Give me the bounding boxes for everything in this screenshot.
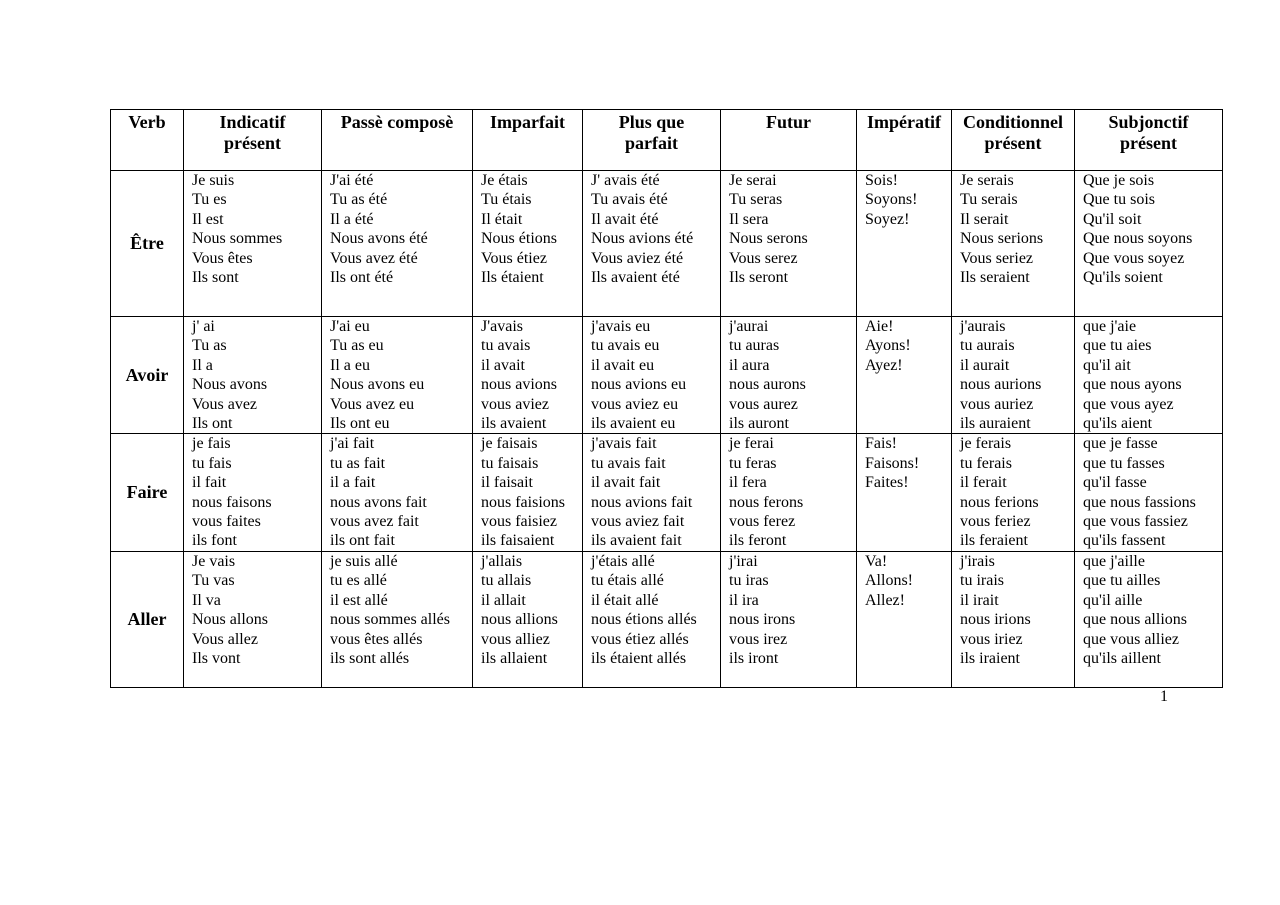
conjugation-cell bbox=[322, 434, 473, 551]
conjugation-form: J'ai été bbox=[330, 172, 374, 189]
conjugation-form: Tu as été bbox=[330, 191, 388, 209]
conjugation-form: que vous ayez bbox=[1083, 395, 1174, 413]
conjugation-form: ils feront bbox=[729, 532, 787, 550]
conjugation-form: Nous serons bbox=[729, 230, 808, 248]
conjugation-form: ils ont fait bbox=[330, 532, 395, 550]
conjugation-cell bbox=[583, 317, 721, 434]
conjugation-form: vous étiez allés bbox=[591, 630, 689, 648]
conjugation-cell bbox=[721, 551, 857, 687]
conjugation-form: il irait bbox=[960, 591, 999, 609]
conjugation-form: vous aviez fait bbox=[591, 513, 685, 531]
conjugation-form: Nous allons bbox=[192, 611, 268, 629]
conjugation-form: J' avais été bbox=[591, 172, 660, 189]
conjugation-form: qu'il ait bbox=[1083, 356, 1131, 374]
conjugation-form: Tu es bbox=[192, 191, 227, 209]
header-text: Futur bbox=[766, 112, 811, 132]
conjugation-form: que j'aie bbox=[1083, 318, 1137, 335]
conjugation-form: il fera bbox=[729, 474, 767, 492]
conjugation-form: Vous allez bbox=[192, 630, 258, 648]
conjugation-form: j'étais allé bbox=[591, 552, 655, 570]
conjugation-form: Vous avez eu bbox=[330, 395, 415, 413]
conjugation-form: vous êtes allés bbox=[330, 630, 423, 648]
conjugation-form: je faisais bbox=[481, 435, 538, 453]
conjugation-form: il faisait bbox=[481, 474, 533, 492]
conjugation-form: Que je sois bbox=[1083, 172, 1155, 189]
header-text: Impératif bbox=[867, 112, 941, 132]
table-row bbox=[111, 434, 1223, 551]
conjugation-cell bbox=[184, 434, 322, 551]
header-text: présent bbox=[984, 133, 1042, 153]
conjugation-form: nous avions eu bbox=[591, 376, 687, 394]
conjugation-form: Ayez! bbox=[865, 356, 903, 374]
conjugation-form: Soyez! bbox=[865, 210, 910, 228]
conjugation-form: tu iras bbox=[729, 572, 769, 590]
conjugation-form: ils iraient bbox=[960, 649, 1020, 667]
conjugation-cell bbox=[583, 171, 721, 317]
conjugation-form: Vous êtes bbox=[192, 249, 253, 267]
conjugation-cell bbox=[473, 171, 583, 317]
conjugation-form: ils auraient bbox=[960, 415, 1031, 433]
conjugation-cell bbox=[583, 551, 721, 687]
conjugation-form: il a fait bbox=[330, 474, 376, 492]
verb-name: Aller bbox=[111, 551, 184, 687]
conjugation-cell bbox=[322, 171, 473, 317]
conjugation-form: Sois! bbox=[865, 172, 898, 189]
conjugation-form: ils font bbox=[192, 532, 237, 550]
conjugation-cell bbox=[1075, 317, 1223, 434]
conjugation-form: ils avaient eu bbox=[591, 415, 676, 433]
conjugation-form: j'aurais bbox=[960, 318, 1006, 335]
conjugation-form: Que nous soyons bbox=[1083, 230, 1193, 248]
conjugation-form: j'avais fait bbox=[591, 435, 657, 453]
conjugation-form: Soyons! bbox=[865, 191, 918, 209]
conjugation-form: J'ai eu bbox=[330, 318, 370, 335]
conjugation-form: Il avait été bbox=[591, 210, 659, 228]
conjugation-form: tu aurais bbox=[960, 337, 1015, 355]
conjugation-cell bbox=[473, 434, 583, 551]
conjugation-form: nous avons fait bbox=[330, 493, 427, 511]
header-conditionnel-present bbox=[952, 110, 1075, 171]
conjugation-form: j'aurai bbox=[729, 318, 769, 335]
conjugation-form: j' ai bbox=[192, 318, 215, 335]
conjugation-form: nous faisons bbox=[192, 493, 272, 511]
conjugation-form: Vous seriez bbox=[960, 249, 1034, 267]
verb-name: Être bbox=[111, 171, 184, 317]
conjugation-form: qu'ils aient bbox=[1083, 415, 1153, 433]
header-verb bbox=[111, 110, 184, 171]
conjugation-form: nous allions bbox=[481, 611, 558, 629]
conjugation-form: Aie! bbox=[865, 318, 894, 335]
conjugation-cell bbox=[473, 551, 583, 687]
conjugation-form: tu étais allé bbox=[591, 572, 664, 590]
conjugation-form: il aurait bbox=[960, 356, 1010, 374]
conjugation-form: nous irions bbox=[960, 611, 1031, 629]
conjugation-form: qu'il fasse bbox=[1083, 474, 1147, 492]
conjugation-form: Il était bbox=[481, 210, 523, 228]
conjugation-form: vous faisiez bbox=[481, 513, 557, 531]
conjugation-form: ils feraient bbox=[960, 532, 1028, 550]
conjugation-form: ils auront bbox=[729, 415, 789, 433]
conjugation-form: Nous sommes bbox=[192, 230, 283, 248]
conjugation-cell bbox=[184, 317, 322, 434]
conjugation-form: tu irais bbox=[960, 572, 1004, 590]
conjugation-cell bbox=[184, 171, 322, 317]
conjugation-form: Il sera bbox=[729, 210, 769, 228]
conjugation-form: vous irez bbox=[729, 630, 788, 648]
conjugation-form: tu ferais bbox=[960, 454, 1012, 472]
header-imparfait bbox=[473, 110, 583, 171]
header-text: Subjonctif bbox=[1108, 112, 1189, 132]
conjugation-cell bbox=[857, 434, 952, 551]
conjugation-form: que nous allions bbox=[1083, 611, 1187, 629]
header-passe-compose bbox=[322, 110, 473, 171]
conjugation-form: Tu avais été bbox=[591, 191, 668, 209]
conjugation-form: Ils avaient été bbox=[591, 269, 680, 287]
conjugation-form: Tu as bbox=[192, 337, 227, 355]
conjugation-form: ils avaient bbox=[481, 415, 547, 433]
conjugation-form: Je vais bbox=[192, 552, 236, 570]
conjugation-form: nous faisions bbox=[481, 493, 565, 511]
conjugation-form: Ils seront bbox=[729, 269, 789, 287]
conjugation-form: Allons! bbox=[865, 572, 913, 590]
conjugation-form: il aura bbox=[729, 356, 770, 374]
conjugation-cell bbox=[952, 317, 1075, 434]
conjugation-cell bbox=[1075, 171, 1223, 317]
conjugation-form: ils iront bbox=[729, 649, 779, 667]
conjugation-form: Il est bbox=[192, 210, 224, 228]
table-row bbox=[111, 317, 1223, 434]
conjugation-form: j'irais bbox=[960, 552, 995, 570]
conjugation-form: Je serais bbox=[960, 172, 1014, 189]
conjugation-form: vous aurez bbox=[729, 395, 798, 413]
conjugation-form: que vous alliez bbox=[1083, 630, 1179, 648]
conjugation-form: Nous serions bbox=[960, 230, 1044, 248]
conjugation-form: Ils vont bbox=[192, 649, 241, 667]
conjugation-form: il avait fait bbox=[591, 474, 661, 492]
conjugation-form: que tu ailles bbox=[1083, 572, 1161, 590]
conjugation-form: vous aviez eu bbox=[591, 395, 679, 413]
conjugation-form: nous ferions bbox=[960, 493, 1039, 511]
header-text: Imparfait bbox=[490, 112, 565, 132]
conjugation-form: Ils ont bbox=[192, 415, 233, 433]
conjugation-form: Il va bbox=[192, 591, 221, 609]
conjugation-cell bbox=[322, 317, 473, 434]
conjugation-form: que nous ayons bbox=[1083, 376, 1182, 394]
conjugation-form: je suis allé bbox=[330, 552, 398, 570]
conjugation-form: ils allaient bbox=[481, 649, 548, 667]
conjugation-form: tu avais fait bbox=[591, 454, 666, 472]
conjugation-form: que tu aies bbox=[1083, 337, 1152, 355]
conjugation-cell bbox=[721, 171, 857, 317]
conjugation-form: qu'ils fassent bbox=[1083, 532, 1166, 550]
conjugation-cell bbox=[857, 171, 952, 317]
conjugation-form: tu fais bbox=[192, 454, 232, 472]
conjugation-form: Tu as eu bbox=[330, 337, 384, 355]
conjugation-form: ils faisaient bbox=[481, 532, 555, 550]
conjugation-cell bbox=[721, 317, 857, 434]
conjugation-form: nous étions allés bbox=[591, 611, 697, 629]
conjugation-form: Tu vas bbox=[192, 572, 235, 590]
header-text: Indicatif bbox=[219, 112, 286, 132]
conjugation-form: tu auras bbox=[729, 337, 780, 355]
header-plus-que-parfait bbox=[583, 110, 721, 171]
conjugation-form: Je suis bbox=[192, 172, 235, 189]
conjugation-cell bbox=[857, 317, 952, 434]
conjugation-form: il avait bbox=[481, 356, 525, 374]
conjugation-form: ils sont allés bbox=[330, 649, 410, 667]
conjugation-cell bbox=[857, 551, 952, 687]
conjugation-form: Ils étaient bbox=[481, 269, 544, 287]
conjugation-cell bbox=[721, 434, 857, 551]
conjugation-form: Il a bbox=[192, 356, 213, 374]
conjugation-form: Allez! bbox=[865, 591, 905, 609]
header-imperatif bbox=[857, 110, 952, 171]
header-text: parfait bbox=[625, 133, 678, 153]
conjugation-form: tu avais bbox=[481, 337, 531, 355]
conjugation-form: Ils ont été bbox=[330, 269, 394, 287]
conjugation-form: nous aurons bbox=[729, 376, 806, 394]
conjugation-form: Il serait bbox=[960, 210, 1009, 228]
conjugation-form: qu'ils aillent bbox=[1083, 649, 1161, 667]
conjugation-form: que vous fassiez bbox=[1083, 513, 1188, 531]
conjugation-form: vous auriez bbox=[960, 395, 1034, 413]
conjugation-cell bbox=[1075, 551, 1223, 687]
conjugation-form: vous feriez bbox=[960, 513, 1031, 531]
header-row bbox=[111, 110, 1223, 171]
conjugation-form: tu allais bbox=[481, 572, 532, 590]
conjugation-form: Qu'ils soient bbox=[1083, 269, 1163, 287]
conjugation-form: Nous avons bbox=[192, 376, 268, 394]
header-subjonctif-present bbox=[1075, 110, 1223, 171]
conjugation-form: J'avais bbox=[481, 318, 523, 335]
conjugation-form: j'allais bbox=[481, 552, 523, 570]
conjugation-form: il avait eu bbox=[591, 356, 655, 374]
conjugation-form: nous sommes allés bbox=[330, 611, 450, 629]
conjugation-form: Va! bbox=[865, 552, 888, 570]
conjugation-cell bbox=[1075, 434, 1223, 551]
header-text: présent bbox=[1120, 133, 1177, 153]
header-text: Plus que bbox=[618, 112, 685, 132]
conjugation-form: vous alliez bbox=[481, 630, 550, 648]
conjugation-cell bbox=[473, 317, 583, 434]
conjugation-form: tu feras bbox=[729, 454, 777, 472]
header-indicatif-present bbox=[184, 110, 322, 171]
conjugation-form: Faisons! bbox=[865, 454, 920, 472]
conjugation-form: Vous aviez été bbox=[591, 249, 684, 267]
conjugation-form: Ils ont eu bbox=[330, 415, 390, 433]
conjugation-form: vous faites bbox=[192, 513, 261, 531]
conjugation-form: nous irons bbox=[729, 611, 796, 629]
conjugation-form: nous aurions bbox=[960, 376, 1042, 394]
conjugation-form: ils étaient allés bbox=[591, 649, 687, 667]
conjugation-form: j'irai bbox=[729, 552, 758, 570]
conjugation-form: Ils seraient bbox=[960, 269, 1030, 287]
table-row bbox=[111, 551, 1223, 687]
page-number: 1 bbox=[1160, 688, 1168, 705]
conjugation-form: je fais bbox=[192, 435, 231, 453]
conjugation-form: Tu seras bbox=[729, 191, 783, 209]
header-text: présent bbox=[224, 133, 281, 153]
conjugation-form: Qu'il soit bbox=[1083, 210, 1142, 228]
conjugation-form: Il a eu bbox=[330, 356, 370, 374]
conjugation-form: j'ai fait bbox=[330, 435, 375, 453]
conjugation-form: Je serai bbox=[729, 172, 777, 189]
conjugation-form: Ayons! bbox=[865, 337, 911, 355]
conjugation-form: il fait bbox=[192, 474, 227, 492]
conjugation-form: il ira bbox=[729, 591, 759, 609]
conjugation-form: qu'il aille bbox=[1083, 591, 1143, 609]
conjugation-form: Nous avions été bbox=[591, 230, 694, 248]
conjugation-form: vous ferez bbox=[729, 513, 796, 531]
conjugation-form: Fais! bbox=[865, 435, 897, 453]
conjugation-form: Il a été bbox=[330, 210, 374, 228]
conjugation-form: tu as fait bbox=[330, 454, 386, 472]
conjugation-form: Vous avez été bbox=[330, 249, 418, 267]
conjugation-form: Nous avons eu bbox=[330, 376, 425, 394]
conjugation-form: je ferai bbox=[729, 435, 774, 453]
conjugation-form: tu avais eu bbox=[591, 337, 660, 355]
conjugation-cell bbox=[952, 434, 1075, 551]
table-body bbox=[111, 171, 1223, 688]
header-futur bbox=[721, 110, 857, 171]
conjugation-form: vous aviez bbox=[481, 395, 549, 413]
conjugation-table bbox=[110, 109, 1223, 688]
conjugation-form: Faites! bbox=[865, 474, 909, 492]
table-row bbox=[111, 171, 1223, 317]
conjugation-cell bbox=[952, 171, 1075, 317]
conjugation-form: vous iriez bbox=[960, 630, 1023, 648]
conjugation-form: il allait bbox=[481, 591, 526, 609]
conjugation-form: Vous étiez bbox=[481, 249, 547, 267]
conjugation-form: il ferait bbox=[960, 474, 1007, 492]
conjugation-form: il est allé bbox=[330, 591, 388, 609]
conjugation-cell bbox=[952, 551, 1075, 687]
verb-name: Avoir bbox=[111, 317, 184, 434]
conjugation-form: nous ferons bbox=[729, 493, 804, 511]
conjugation-cell bbox=[322, 551, 473, 687]
conjugation-form: Vous serez bbox=[729, 249, 798, 267]
conjugation-form: ils avaient fait bbox=[591, 532, 682, 550]
conjugation-form: que nous fassions bbox=[1083, 493, 1196, 511]
conjugation-form: nous avions fait bbox=[591, 493, 693, 511]
header-text: Verb bbox=[128, 112, 166, 132]
conjugation-form: tu es allé bbox=[330, 572, 387, 590]
conjugation-form: Vous avez bbox=[192, 395, 258, 413]
conjugation-form: Que vous soyez bbox=[1083, 249, 1185, 267]
conjugation-form: que tu fasses bbox=[1083, 454, 1165, 472]
header-text: Conditionnel bbox=[962, 112, 1064, 132]
conjugation-form: Tu étais bbox=[481, 191, 532, 209]
conjugation-form: que j'aille bbox=[1083, 552, 1145, 570]
conjugation-form: Que tu sois bbox=[1083, 191, 1155, 209]
conjugation-cell bbox=[184, 551, 322, 687]
conjugation-form: Tu serais bbox=[960, 191, 1018, 209]
conjugation-form: il était allé bbox=[591, 591, 659, 609]
verb-name: Faire bbox=[111, 434, 184, 551]
conjugation-form: Je étais bbox=[481, 172, 528, 189]
conjugation-form: nous avions bbox=[481, 376, 557, 394]
conjugation-form: que je fasse bbox=[1083, 435, 1158, 453]
conjugation-form: Ils sont bbox=[192, 269, 239, 287]
conjugation-form: je ferais bbox=[960, 435, 1012, 453]
conjugation-form: j'avais eu bbox=[591, 318, 651, 335]
conjugation-form: vous avez fait bbox=[330, 513, 419, 531]
conjugation-cell bbox=[583, 434, 721, 551]
conjugation-form: tu faisais bbox=[481, 454, 539, 472]
conjugation-form: Nous étions bbox=[481, 230, 557, 248]
conjugation-form: Nous avons été bbox=[330, 230, 428, 248]
header-text: Passè composè bbox=[340, 112, 454, 132]
